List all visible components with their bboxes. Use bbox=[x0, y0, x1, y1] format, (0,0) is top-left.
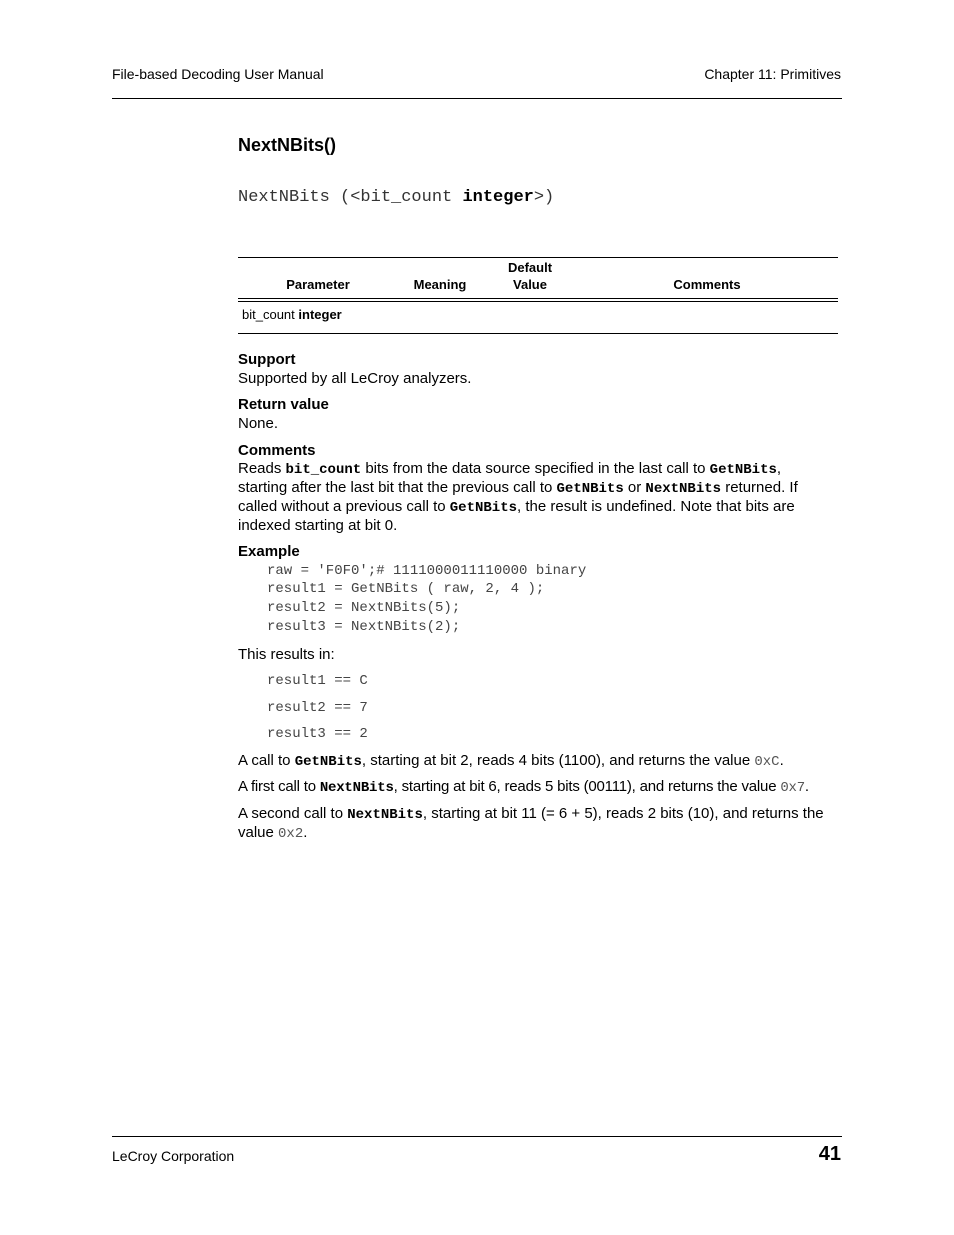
results-intro: This results in: bbox=[238, 646, 335, 663]
table-bottom-rule bbox=[238, 333, 838, 334]
code-getnbits: GetNBits bbox=[449, 500, 517, 516]
column-header-comments: Comments bbox=[673, 277, 741, 292]
signature-prefix: NextNBits (<bit_count bbox=[238, 188, 463, 207]
explanation-3: A second call to NextNBits, starting at bit 11 (= 6 + 5), reads 2 bits (10), and returns the bbox=[238, 805, 824, 823]
comments-line-3: called without a previous call to GetNBits, the result is undefined. Note that bits are bbox=[238, 498, 795, 516]
explanation-1: A call to GetNBits, starting at bit 2, reads 4 bits (1100), and returns the value 0xC. bbox=[238, 752, 784, 770]
return-value-text: None. bbox=[238, 415, 279, 432]
param-type: integer bbox=[298, 307, 342, 322]
code-line: result3 = NextNBits(2); bbox=[267, 619, 461, 635]
table-top-rule bbox=[238, 257, 838, 258]
code-nextnbits: NextNBits bbox=[645, 481, 722, 497]
support-text: Supported by all LeCroy analyzers. bbox=[238, 370, 472, 387]
comments-heading: Comments bbox=[238, 442, 316, 459]
code-nextnbits: NextNBits bbox=[319, 780, 394, 796]
table-header-rule-2 bbox=[238, 301, 838, 302]
footer-rule bbox=[112, 1136, 842, 1137]
explanation-3-line-2: value 0x2. bbox=[238, 824, 308, 842]
code-getnbits: GetNBits bbox=[556, 481, 624, 497]
table-row bbox=[242, 307, 342, 322]
header-rule bbox=[112, 98, 842, 99]
code-bit-count: bit_count bbox=[285, 462, 362, 478]
signature-type: integer bbox=[462, 188, 534, 207]
value-0x7: 0x7 bbox=[780, 780, 805, 796]
code-getnbits: GetNBits bbox=[709, 462, 777, 478]
function-signature bbox=[238, 188, 554, 207]
support-heading: Support bbox=[238, 351, 296, 368]
column-header-meaning: Meaning bbox=[413, 277, 467, 292]
code-line: raw = 'F0F0';# 1111000011110000 binary bbox=[267, 563, 587, 579]
signature-suffix: >) bbox=[533, 188, 555, 207]
comments-line-4: indexed starting at bit 0. bbox=[238, 517, 398, 534]
value-0x2: 0x2 bbox=[278, 826, 304, 842]
result-line: result1 == C bbox=[267, 673, 368, 689]
running-header-left: File-based Decoding User Manual bbox=[112, 66, 324, 82]
comments-line-1: Reads bit_count bits from the data source specified in the last call to GetNBits, bbox=[238, 460, 782, 478]
column-header-parameter: Parameter bbox=[286, 277, 350, 292]
code-line: result2 = NextNBits(5); bbox=[267, 600, 461, 616]
code-nextnbits: NextNBits bbox=[347, 807, 423, 823]
param-name: bit_count bbox=[242, 307, 295, 322]
result-line: result3 == 2 bbox=[267, 726, 368, 742]
page-title: NextNBits() bbox=[238, 135, 337, 155]
value-0xc: 0xC bbox=[754, 754, 780, 770]
column-header-default-line2: Value bbox=[513, 277, 547, 292]
explanation-2: A first call to NextNBits, starting at bit 6, reads 5 bits (00111), and returns the value 0x7. bbox=[238, 778, 809, 796]
footer-company: LeCroy Corporation bbox=[112, 1148, 235, 1164]
column-header-default-line1: Default bbox=[507, 260, 553, 275]
running-header-right: Chapter 11: Primitives bbox=[704, 66, 841, 82]
page-number: 41 bbox=[818, 1143, 841, 1165]
code-getnbits: GetNBits bbox=[294, 754, 362, 770]
code-line: result1 = GetNBits ( raw, 2, 4 ); bbox=[267, 581, 545, 597]
result-line: result2 == 7 bbox=[267, 700, 368, 716]
table-header-rule-1 bbox=[238, 298, 838, 299]
example-heading: Example bbox=[238, 543, 300, 560]
comments-line-2: starting after the last bit that the previous call to GetNBits or NextNBits returned. If bbox=[238, 479, 798, 497]
return-value-heading: Return value bbox=[238, 396, 329, 413]
